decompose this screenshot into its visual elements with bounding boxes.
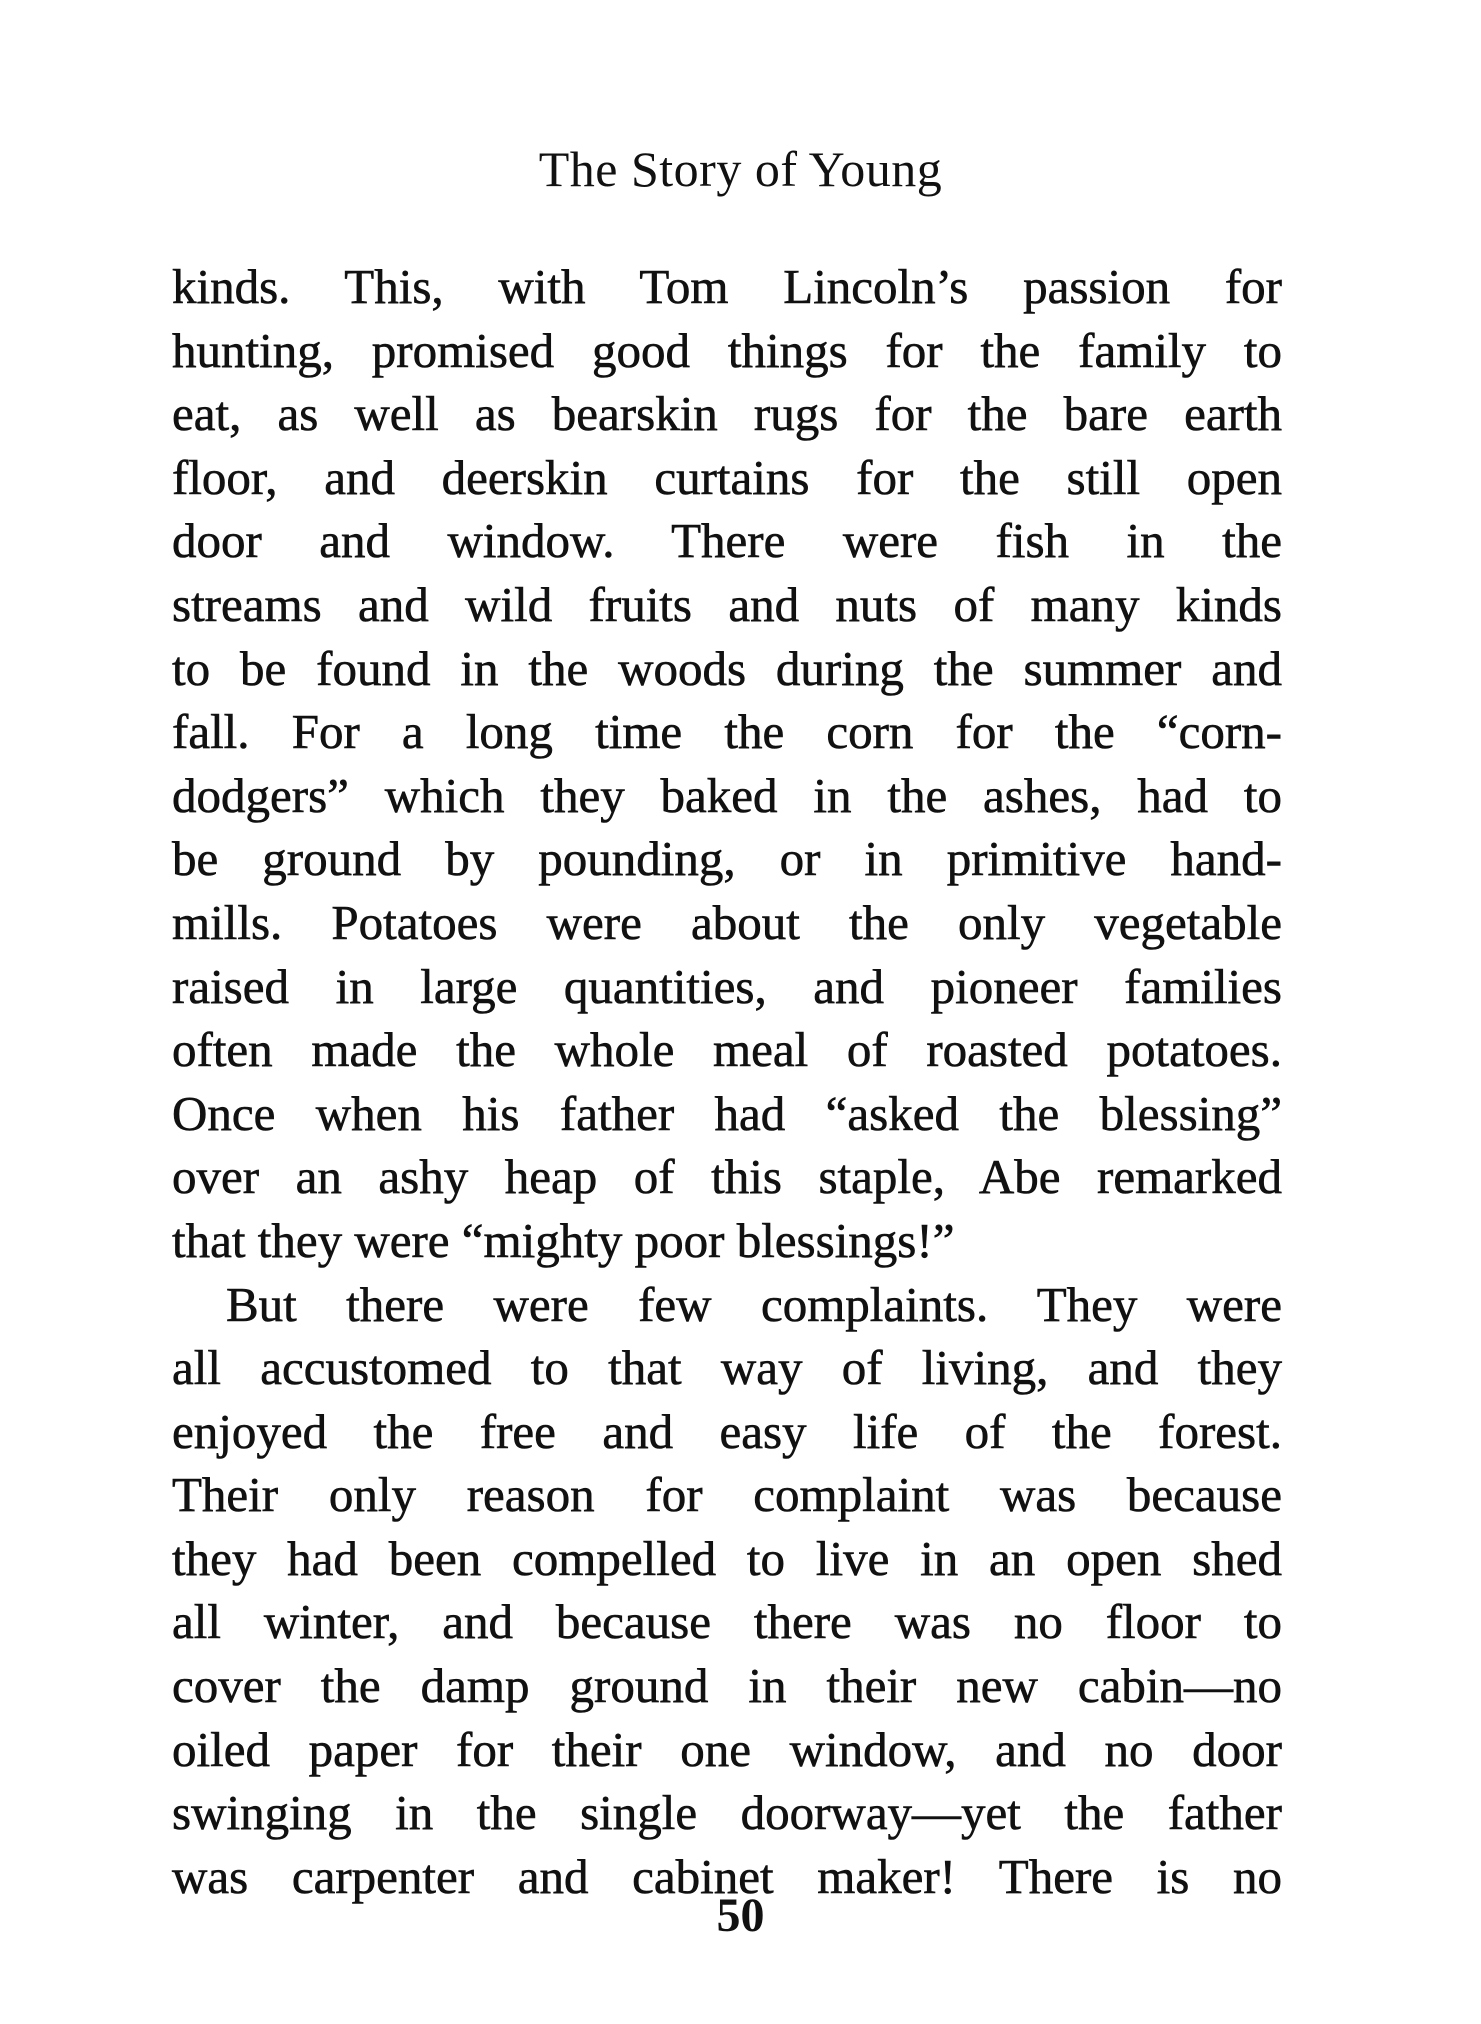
text-line: was carpenter and cabinet maker! There is no xyxy=(172,1848,1282,1904)
text-line: raised in large quantities, and pioneer families xyxy=(172,958,1282,1014)
text-line: all accustomed to that way of living, and they xyxy=(172,1340,1282,1396)
text-line: enjoyed the free and easy life of the forest. xyxy=(172,1403,1282,1459)
text-line: be ground by pounding, or in primitive hand- xyxy=(172,831,1282,887)
text-line: cover the damp ground in their new cabin—no xyxy=(172,1658,1282,1714)
body-text xyxy=(172,255,1282,1908)
text-line: fall. For a long time the corn for the “corn- xyxy=(172,704,1282,760)
text-line: eat, as well as bearskin rugs for the bare earth xyxy=(172,386,1282,442)
text-line: they had been compelled to live in an open shed xyxy=(172,1530,1282,1586)
text-line: often made the whole meal of roasted potatoes. xyxy=(172,1022,1282,1078)
text-line: Once when his father had “asked the blessing” xyxy=(172,1085,1282,1141)
text-line: to be found in the woods during the summer and xyxy=(172,640,1282,696)
text-line: streams and wild fruits and nuts of many kinds xyxy=(172,576,1282,632)
running-head: The Story of Young xyxy=(538,141,943,197)
text-line: door and window. There were fish in the xyxy=(172,513,1282,569)
text-line: that they were “mighty poor blessings!” xyxy=(172,1212,955,1268)
text-line: hunting, promised good things for the family to xyxy=(172,322,1282,378)
text-line: swinging in the single doorway—yet the father xyxy=(172,1785,1282,1841)
text-line: over an ashy heap of this staple, Abe remarked xyxy=(172,1149,1282,1205)
text-line: all winter, and because there was no floor to xyxy=(172,1594,1282,1650)
text-line: Their only reason for complaint was because xyxy=(172,1467,1282,1523)
page-number: 50 xyxy=(716,1889,765,1942)
text-line: dodgers” which they baked in the ashes, had to xyxy=(172,767,1282,823)
text-line: But there were few complaints. They were xyxy=(226,1276,1282,1332)
text-line: mills. Potatoes were about the only vegetable xyxy=(172,894,1282,950)
text-line: oiled paper for their one window, and no door xyxy=(172,1721,1282,1777)
text-line: floor, and deerskin curtains for the still open xyxy=(172,449,1282,505)
text-line: kinds. This, with Tom Lincoln’s passion for xyxy=(172,259,1282,314)
